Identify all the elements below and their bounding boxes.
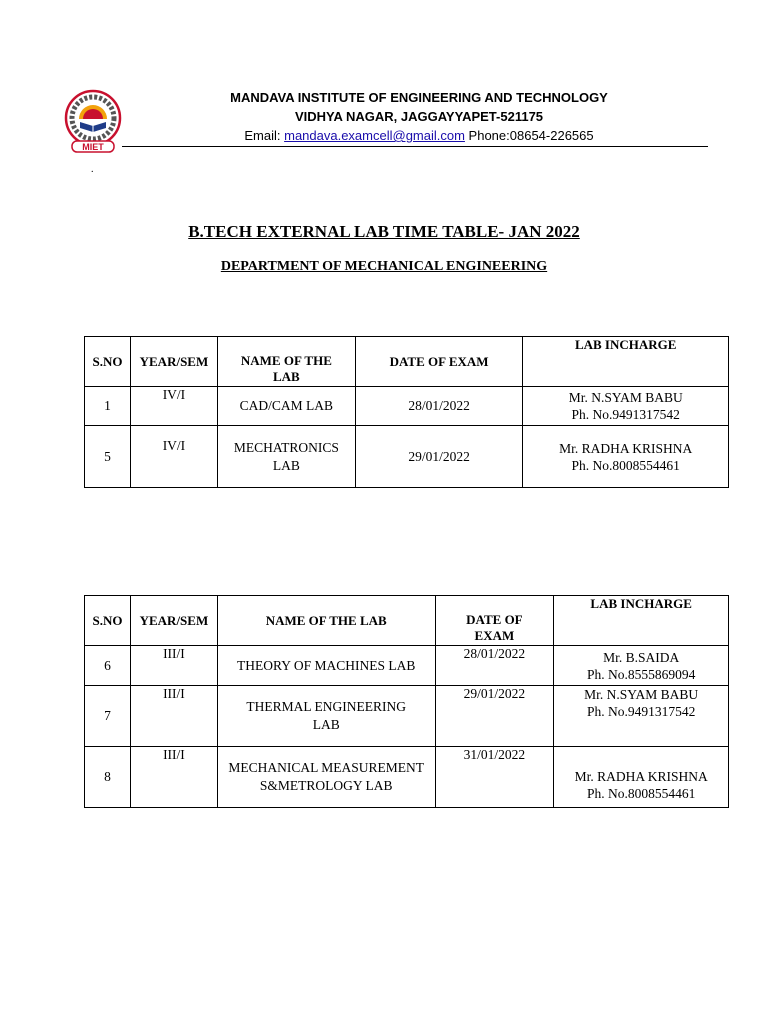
- cell-incharge: [523, 387, 729, 426]
- institute-name: MANDAVA INSTITUTE OF ENGINEERING AND TECHNOLOGY: [230, 90, 608, 105]
- cell-incharge: [554, 646, 729, 686]
- timetable-iv-i: [84, 336, 729, 488]
- incharge-name: Mr. RADHA KRISHNA: [574, 769, 708, 784]
- stray-mark: .: [91, 164, 94, 175]
- col-sno: S.NO: [85, 596, 131, 646]
- col-date: DATE OF EXAM: [435, 596, 554, 646]
- institute-header: [130, 88, 708, 145]
- incharge-phone: Ph. No.9491317542: [571, 407, 680, 422]
- cell-date: 31/01/2022: [435, 747, 554, 808]
- col-incharge: LAB INCHARGE: [523, 337, 729, 387]
- incharge-phone: Ph. No.8008554461: [586, 786, 696, 801]
- timetable-iii-i: [84, 595, 729, 808]
- page-title: B.TECH EXTERNAL LAB TIME TABLE- JAN 2022: [188, 222, 580, 241]
- cell-incharge: [523, 426, 729, 488]
- col-year-sem: YEAR/SEM: [130, 596, 217, 646]
- col-lab-name: NAME OF THE LAB: [217, 337, 355, 387]
- incharge-name: Mr. RADHA KRISHNA: [559, 440, 693, 456]
- cell-date: 29/01/2022: [435, 686, 554, 747]
- col-lab-name: NAME OF THE LAB: [217, 596, 435, 646]
- incharge-name: Mr. N.SYAM BABU: [568, 390, 683, 405]
- logo-text: MIET: [82, 142, 104, 152]
- department-title: DEPARTMENT OF MECHANICAL ENGINEERING: [220, 259, 548, 274]
- col-year-sem: YEAR/SEM: [130, 337, 217, 387]
- col-incharge: LAB INCHARGE: [554, 596, 729, 646]
- cell-lab: THERMAL ENGINEERING LAB: [217, 686, 435, 747]
- cell-sno: 5: [85, 426, 131, 488]
- cell-incharge: [554, 686, 729, 747]
- institute-address: VIDHYA NAGAR, JAGGAYYAPET-521175: [294, 109, 544, 124]
- cell-year-sem: III/I: [130, 646, 217, 686]
- incharge-phone: Ph. No.8008554461: [571, 457, 680, 473]
- cell-lab: CAD/CAM LAB: [217, 387, 355, 426]
- table-row: [85, 686, 729, 747]
- cell-lab: MECHATRONICS LAB: [217, 426, 355, 488]
- cell-year-sem: III/I: [130, 747, 217, 808]
- table-row: [85, 387, 729, 426]
- cell-sno: 8: [85, 747, 131, 808]
- table-row: [85, 426, 729, 488]
- cell-lab: MECHANICAL MEASUREMENTS&METROLOGY LAB: [217, 747, 435, 808]
- cell-year-sem: IV/I: [130, 426, 217, 488]
- header-rule: [122, 146, 708, 147]
- table-header-row: [85, 337, 729, 387]
- cell-lab: THEORY OF MACHINES LAB: [217, 646, 435, 686]
- cell-date: 28/01/2022: [355, 387, 523, 426]
- table-row: [85, 646, 729, 686]
- cell-year-sem: IV/I: [130, 387, 217, 426]
- institute-logo: [60, 88, 126, 154]
- cell-incharge: [554, 747, 729, 808]
- col-date: DATE OF EXAM: [355, 337, 523, 387]
- col-sno: S.NO: [85, 337, 131, 387]
- cell-sno: 7: [85, 686, 131, 747]
- email-link[interactable]: mandava.examcell@gmail.com: [284, 128, 465, 143]
- email-label: Email:: [244, 128, 285, 143]
- cell-sno: 1: [85, 387, 131, 426]
- incharge-name: Mr. N.SYAM BABU: [584, 687, 699, 702]
- table-row: [85, 747, 729, 808]
- cell-date: 28/01/2022: [435, 646, 554, 686]
- cell-sno: 6: [85, 646, 131, 686]
- incharge-name: Mr. B.SAIDA: [603, 649, 680, 665]
- cell-year-sem: III/I: [130, 686, 217, 747]
- contact-line: [130, 126, 708, 145]
- cell-date: 29/01/2022: [355, 426, 523, 488]
- incharge-phone: Ph. No.8555869094: [586, 666, 696, 682]
- phone-text: Phone:08654-226565: [464, 128, 594, 143]
- incharge-phone: Ph. No.9491317542: [586, 704, 696, 719]
- table-header-row: [85, 596, 729, 646]
